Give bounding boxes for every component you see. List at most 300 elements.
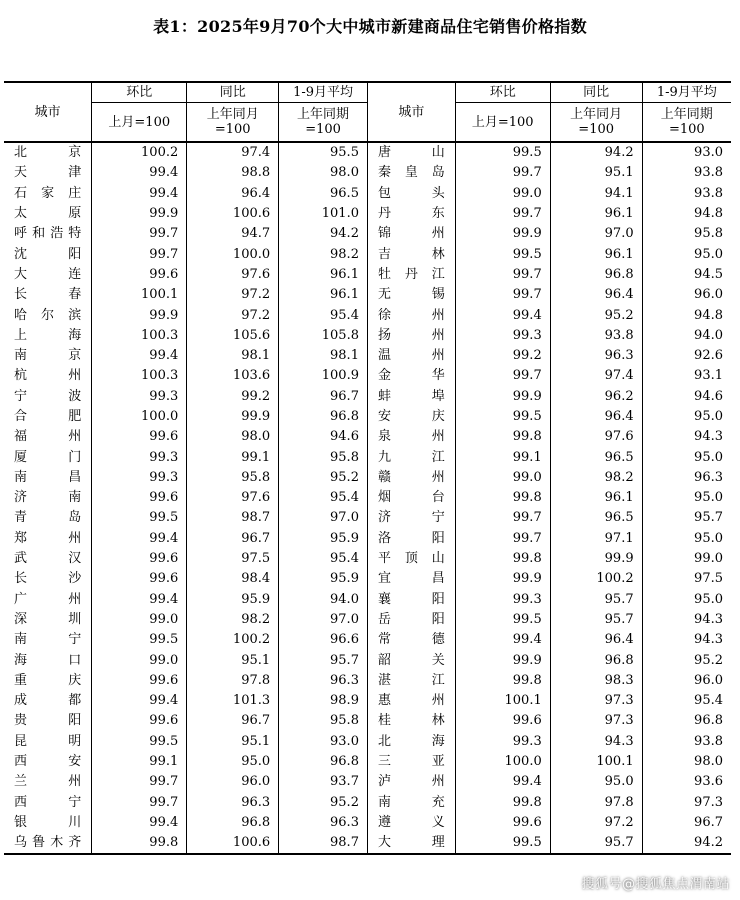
ytd-cell: 94.6 [642, 387, 731, 407]
city-cell: 济宁 [367, 508, 455, 528]
city-cell: 三亚 [367, 752, 455, 772]
mom-cell: 99.5 [92, 732, 187, 752]
mom-cell: 100.0 [92, 407, 187, 427]
city-cell: 锦州 [367, 224, 455, 244]
city-cell: 呼和浩特 [4, 224, 92, 244]
ytd-cell: 98.1 [279, 346, 368, 366]
yoy-cell: 99.9 [550, 549, 642, 569]
yoy-cell: 96.3 [187, 793, 279, 813]
mom-cell: 99.7 [455, 163, 550, 183]
yoy-cell: 96.4 [187, 184, 279, 204]
city-cell: 吉林 [367, 244, 455, 264]
ytd-cell: 98.0 [279, 163, 368, 183]
mom-cell: 99.9 [92, 305, 187, 325]
yoy-cell: 96.2 [550, 387, 642, 407]
mom-cell: 99.8 [455, 488, 550, 508]
city-cell: 南充 [367, 793, 455, 813]
mom-cell: 99.9 [455, 650, 550, 670]
mom-cell: 99.6 [92, 549, 187, 569]
mom-cell: 99.9 [455, 569, 550, 589]
ytd-cell: 95.9 [279, 529, 368, 549]
yoy-cell: 99.9 [187, 407, 279, 427]
ytd-cell: 93.7 [279, 772, 368, 792]
city-column-header: 城市 [4, 82, 92, 142]
table-row [4, 508, 731, 528]
city-cell: 西宁 [4, 793, 92, 813]
city-cell: 银川 [4, 813, 92, 833]
city-cell: 无锡 [367, 285, 455, 305]
ytd-cell: 96.5 [279, 184, 368, 204]
mom-cell: 99.8 [455, 427, 550, 447]
ytd-cell: 95.4 [279, 305, 368, 325]
city-cell: 成都 [4, 691, 92, 711]
table-row [4, 468, 731, 488]
yoy-cell: 97.4 [550, 366, 642, 386]
mom-cell: 99.6 [455, 813, 550, 833]
yoy-cell: 95.1 [550, 163, 642, 183]
yoy-cell: 94.3 [550, 732, 642, 752]
ytd-cell: 98.7 [279, 833, 368, 854]
table-row [4, 671, 731, 691]
ytd-cell: 94.2 [279, 224, 368, 244]
city-cell: 广州 [4, 590, 92, 610]
table-row [4, 163, 731, 183]
mom-cell: 99.6 [92, 671, 187, 691]
ytd-cell: 93.8 [642, 184, 731, 204]
mom-cell: 99.2 [455, 346, 550, 366]
ytd-cell: 94.0 [642, 326, 731, 346]
city-cell: 西安 [4, 752, 92, 772]
table-row [4, 813, 731, 833]
ytd-cell: 97.5 [642, 569, 731, 589]
table-row [4, 833, 731, 854]
city-cell: 温州 [367, 346, 455, 366]
city-cell: 哈尔滨 [4, 305, 92, 325]
city-cell: 南昌 [4, 468, 92, 488]
yoy-cell: 98.3 [550, 671, 642, 691]
ytd-cell: 96.0 [642, 285, 731, 305]
table-row [4, 772, 731, 792]
table-row [4, 265, 731, 285]
ytd-cell: 97.0 [279, 508, 368, 528]
yoy-cell: 100.1 [550, 752, 642, 772]
mom-cell: 99.8 [455, 793, 550, 813]
ytd-cell: 95.0 [642, 590, 731, 610]
ytd-cell: 93.8 [642, 732, 731, 752]
city-cell: 唐山 [367, 142, 455, 163]
mom-cell: 99.6 [92, 569, 187, 589]
yoy-column-header: 同比 [187, 82, 279, 103]
mom-cell: 99.6 [92, 265, 187, 285]
city-cell: 天津 [4, 163, 92, 183]
mom-cell: 99.1 [92, 752, 187, 772]
yoy-cell: 100.2 [187, 630, 279, 650]
city-cell: 海口 [4, 650, 92, 670]
ytd-cell: 94.8 [642, 204, 731, 224]
yoy-cell: 97.3 [550, 691, 642, 711]
ytd-cell: 95.2 [279, 468, 368, 488]
mom-cell: 99.9 [92, 204, 187, 224]
ytd-cell: 94.6 [279, 427, 368, 447]
city-cell: 常德 [367, 630, 455, 650]
mom-cell: 99.7 [92, 244, 187, 264]
mom-cell: 99.0 [92, 610, 187, 630]
yoy-cell: 96.5 [550, 508, 642, 528]
ytd-cell: 96.8 [642, 711, 731, 731]
yoy-cell: 100.0 [187, 244, 279, 264]
ytd-cell: 94.2 [642, 833, 731, 854]
city-cell: 杭州 [4, 366, 92, 386]
mom-cell: 99.0 [92, 650, 187, 670]
yoy-cell: 97.6 [550, 427, 642, 447]
yoy-cell: 99.2 [187, 387, 279, 407]
ytd-cell: 93.8 [642, 163, 731, 183]
city-cell: 秦皇岛 [367, 163, 455, 183]
yoy-cell: 97.6 [187, 265, 279, 285]
yoy-cell: 97.5 [187, 549, 279, 569]
city-cell: 昆明 [4, 732, 92, 752]
mom-cell: 99.7 [455, 366, 550, 386]
yoy-cell: 98.1 [187, 346, 279, 366]
city-cell: 兰州 [4, 772, 92, 792]
mom-cell: 99.7 [455, 204, 550, 224]
mom-cell: 99.4 [92, 163, 187, 183]
table-row [4, 549, 731, 569]
yoy-cell: 96.1 [550, 244, 642, 264]
city-cell: 福州 [4, 427, 92, 447]
ytd-cell: 99.0 [642, 549, 731, 569]
city-cell: 石家庄 [4, 184, 92, 204]
ytd-cell: 101.0 [279, 204, 368, 224]
mom-cell: 99.9 [455, 387, 550, 407]
city-cell: 大连 [4, 265, 92, 285]
yoy-cell: 98.8 [187, 163, 279, 183]
ytd-cell: 96.7 [642, 813, 731, 833]
table-row [4, 529, 731, 549]
table-row [4, 610, 731, 630]
yoy-cell: 97.1 [550, 529, 642, 549]
city-cell: 九江 [367, 447, 455, 467]
ytd-cell: 95.0 [642, 244, 731, 264]
mom-base-header: 上月=100 [92, 103, 187, 143]
yoy-cell: 95.0 [187, 752, 279, 772]
mom-cell: 100.3 [92, 326, 187, 346]
table-row [4, 650, 731, 670]
ytd-cell: 98.0 [642, 752, 731, 772]
city-cell: 襄阳 [367, 590, 455, 610]
city-cell: 沈阳 [4, 244, 92, 264]
ytd-cell: 100.9 [279, 366, 368, 386]
yoy-cell: 95.1 [187, 650, 279, 670]
table-row [4, 711, 731, 731]
ytd-cell: 96.1 [279, 265, 368, 285]
table-title: 表1：2025年9月70个大中城市新建商品住宅销售价格指数 [153, 17, 587, 36]
mom-cell: 99.7 [92, 224, 187, 244]
mom-cell: 100.0 [455, 752, 550, 772]
yoy-cell: 98.0 [187, 427, 279, 447]
ytd-cell: 95.4 [642, 691, 731, 711]
ytd-cell: 97.3 [642, 793, 731, 813]
mom-cell: 99.8 [92, 833, 187, 854]
mom-cell: 99.7 [455, 529, 550, 549]
yoy-cell: 95.7 [550, 833, 642, 854]
yoy-cell: 96.8 [550, 650, 642, 670]
yoy-cell: 96.3 [550, 346, 642, 366]
city-cell: 上海 [4, 326, 92, 346]
mom-cell: 99.5 [92, 508, 187, 528]
ytd-cell: 94.3 [642, 630, 731, 650]
ytd-cell: 92.6 [642, 346, 731, 366]
city-cell: 北海 [367, 732, 455, 752]
city-cell: 金华 [367, 366, 455, 386]
table-row [4, 427, 731, 447]
ytd-cell: 96.0 [642, 671, 731, 691]
table-row [4, 285, 731, 305]
mom-cell: 99.6 [92, 427, 187, 447]
yoy-cell: 97.8 [550, 793, 642, 813]
city-cell: 长春 [4, 285, 92, 305]
ytd-cell: 95.8 [279, 711, 368, 731]
city-cell: 南京 [4, 346, 92, 366]
city-cell: 赣州 [367, 468, 455, 488]
city-cell: 泉州 [367, 427, 455, 447]
ytd-cell: 96.1 [279, 285, 368, 305]
city-cell: 牡丹江 [367, 265, 455, 285]
city-cell: 武汉 [4, 549, 92, 569]
table-row [4, 407, 731, 427]
city-cell: 厦门 [4, 447, 92, 467]
mom-cell: 99.6 [455, 711, 550, 731]
city-column-header: 城市 [367, 82, 455, 142]
city-cell: 徐州 [367, 305, 455, 325]
table-header [4, 82, 731, 142]
city-cell: 合肥 [4, 407, 92, 427]
ytd-cell: 95.9 [279, 569, 368, 589]
table-row [4, 732, 731, 752]
ytd-base-header: 上年同期 =100 [279, 103, 368, 143]
ytd-cell: 95.0 [642, 488, 731, 508]
mom-cell: 99.4 [455, 305, 550, 325]
mom-cell: 99.6 [92, 711, 187, 731]
yoy-cell: 95.0 [550, 772, 642, 792]
table-row [4, 366, 731, 386]
city-cell: 济南 [4, 488, 92, 508]
table-row [4, 569, 731, 589]
mom-cell: 99.8 [455, 549, 550, 569]
ytd-cell: 96.3 [279, 813, 368, 833]
city-cell: 洛阳 [367, 529, 455, 549]
mom-cell: 99.7 [92, 772, 187, 792]
yoy-cell: 98.2 [187, 610, 279, 630]
yoy-cell: 103.6 [187, 366, 279, 386]
ytd-cell: 96.8 [279, 407, 368, 427]
city-cell: 青岛 [4, 508, 92, 528]
yoy-cell: 97.6 [187, 488, 279, 508]
yoy-cell: 94.2 [550, 142, 642, 163]
yoy-cell: 95.7 [550, 590, 642, 610]
ytd-column-header: 1-9月平均 [642, 82, 731, 103]
yoy-cell: 97.0 [550, 224, 642, 244]
ytd-cell: 93.0 [279, 732, 368, 752]
mom-cell: 99.4 [455, 772, 550, 792]
mom-cell: 99.5 [455, 244, 550, 264]
city-cell: 丹东 [367, 204, 455, 224]
mom-cell: 99.5 [92, 630, 187, 650]
table-row [4, 224, 731, 244]
city-cell: 大理 [367, 833, 455, 854]
yoy-cell: 95.9 [187, 590, 279, 610]
table-row [4, 244, 731, 264]
city-cell: 蚌埠 [367, 387, 455, 407]
ytd-cell: 95.0 [642, 529, 731, 549]
yoy-cell: 96.4 [550, 407, 642, 427]
city-cell: 宜昌 [367, 569, 455, 589]
table-row [4, 691, 731, 711]
mom-cell: 99.4 [92, 590, 187, 610]
mom-cell: 99.7 [92, 793, 187, 813]
yoy-cell: 96.4 [550, 630, 642, 650]
mom-cell: 99.3 [455, 732, 550, 752]
mom-cell: 100.2 [92, 142, 187, 163]
table-row [4, 204, 731, 224]
ytd-cell: 94.0 [279, 590, 368, 610]
city-cell: 安庆 [367, 407, 455, 427]
table-row [4, 630, 731, 650]
mom-cell: 99.5 [455, 833, 550, 854]
ytd-cell: 94.3 [642, 427, 731, 447]
city-cell: 包头 [367, 184, 455, 204]
mom-cell: 99.4 [92, 529, 187, 549]
table-row [4, 752, 731, 772]
city-cell: 遵义 [367, 813, 455, 833]
yoy-cell: 97.4 [187, 142, 279, 163]
mom-cell: 99.6 [92, 488, 187, 508]
yoy-cell: 97.3 [550, 711, 642, 731]
mom-cell: 99.5 [455, 610, 550, 630]
yoy-cell: 96.7 [187, 711, 279, 731]
mom-cell: 99.7 [455, 285, 550, 305]
mom-cell: 99.5 [455, 142, 550, 163]
mom-column-header: 环比 [455, 82, 550, 103]
yoy-cell: 95.7 [550, 610, 642, 630]
city-cell: 深圳 [4, 610, 92, 630]
mom-cell: 99.5 [455, 407, 550, 427]
ytd-cell: 93.6 [642, 772, 731, 792]
yoy-cell: 97.2 [550, 813, 642, 833]
ytd-cell: 95.4 [279, 488, 368, 508]
yoy-cell: 98.4 [187, 569, 279, 589]
city-cell: 北京 [4, 142, 92, 163]
city-cell: 湛江 [367, 671, 455, 691]
mom-cell: 99.0 [455, 184, 550, 204]
yoy-cell: 105.6 [187, 326, 279, 346]
ytd-cell: 93.0 [642, 142, 731, 163]
mom-cell: 99.4 [92, 346, 187, 366]
yoy-cell: 95.2 [550, 305, 642, 325]
yoy-cell: 97.2 [187, 305, 279, 325]
mom-cell: 99.0 [455, 468, 550, 488]
yoy-cell: 96.8 [187, 813, 279, 833]
mom-cell: 99.4 [455, 630, 550, 650]
mom-cell: 99.3 [92, 387, 187, 407]
mom-cell: 99.4 [92, 813, 187, 833]
mom-cell: 99.3 [92, 468, 187, 488]
ytd-cell: 98.2 [279, 244, 368, 264]
city-cell: 烟台 [367, 488, 455, 508]
ytd-cell: 96.3 [642, 468, 731, 488]
yoy-cell: 96.4 [550, 285, 642, 305]
city-cell: 太原 [4, 204, 92, 224]
mom-cell: 99.9 [455, 224, 550, 244]
mom-column-header: 环比 [92, 82, 187, 103]
ytd-cell: 95.2 [642, 650, 731, 670]
ytd-cell: 94.3 [642, 610, 731, 630]
ytd-cell: 94.8 [642, 305, 731, 325]
table-row [4, 184, 731, 204]
city-cell: 重庆 [4, 671, 92, 691]
mom-cell: 99.4 [92, 691, 187, 711]
yoy-cell: 95.8 [187, 468, 279, 488]
city-cell: 南宁 [4, 630, 92, 650]
ytd-cell: 105.8 [279, 326, 368, 346]
yoy-cell: 100.2 [550, 569, 642, 589]
table-row [4, 447, 731, 467]
yoy-cell: 96.7 [187, 529, 279, 549]
mom-cell: 99.7 [455, 508, 550, 528]
mom-cell: 99.4 [92, 184, 187, 204]
ytd-cell: 95.8 [642, 224, 731, 244]
ytd-cell: 95.0 [642, 407, 731, 427]
yoy-cell: 96.8 [550, 265, 642, 285]
city-cell: 郑州 [4, 529, 92, 549]
yoy-cell: 95.1 [187, 732, 279, 752]
table-row [4, 488, 731, 508]
table-row [4, 305, 731, 325]
yoy-cell: 100.6 [187, 204, 279, 224]
ytd-cell: 94.5 [642, 265, 731, 285]
city-cell: 泸州 [367, 772, 455, 792]
table-body [4, 142, 731, 854]
mom-cell: 100.3 [92, 366, 187, 386]
table-row [4, 387, 731, 407]
mom-cell: 99.3 [92, 447, 187, 467]
mom-base-header: 上月=100 [455, 103, 550, 143]
city-cell: 平顶山 [367, 549, 455, 569]
mom-cell: 99.1 [455, 447, 550, 467]
city-cell: 宁波 [4, 387, 92, 407]
ytd-cell: 96.8 [279, 752, 368, 772]
table-row [4, 590, 731, 610]
mom-cell: 99.3 [455, 326, 550, 346]
yoy-cell: 97.8 [187, 671, 279, 691]
yoy-column-header: 同比 [550, 82, 642, 103]
yoy-base-header: 上年同月 =100 [187, 103, 279, 143]
table-row [4, 326, 731, 346]
ytd-cell: 97.0 [279, 610, 368, 630]
mom-cell: 99.3 [455, 590, 550, 610]
ytd-cell: 95.5 [279, 142, 368, 163]
yoy-cell: 96.1 [550, 488, 642, 508]
yoy-cell: 94.1 [550, 184, 642, 204]
city-cell: 扬州 [367, 326, 455, 346]
yoy-cell: 96.0 [187, 772, 279, 792]
mom-cell: 100.1 [92, 285, 187, 305]
city-cell: 惠州 [367, 691, 455, 711]
ytd-cell: 98.9 [279, 691, 368, 711]
table-row [4, 142, 731, 163]
ytd-cell: 95.2 [279, 793, 368, 813]
ytd-cell: 95.8 [279, 447, 368, 467]
